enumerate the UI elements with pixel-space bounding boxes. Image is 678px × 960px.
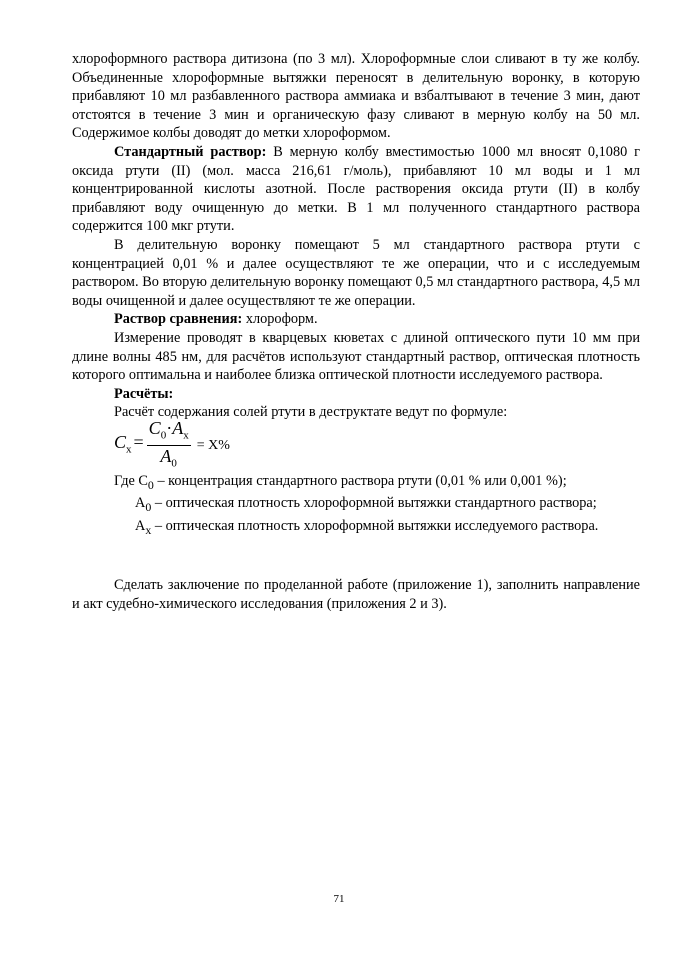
paragraph-funnel: В делительную воронку помещают 5 мл стандартного раствора ртути с концентрацией 0,01 % и далее осуществляют те же операции, что и с исследуемым раствором. Во вторую делительную воронку помещают 0,5 мл стандартного раствора, 4,5 мл воды очищенной и далее осуществляют те же операции. [72,236,640,309]
reference-solution-text: хлороформ. [242,311,318,328]
paragraph-reference-solution [72,310,640,329]
formula-lhs: $C_x$ = [114,431,144,456]
paragraph-extraction: хлороформного раствора дитизона (по 3 мл). Хлороформные слои сливают в ту же колбу. Объединенные хлороформные вытяжки переносят в делительную воронку, в которую прибавляют 10 мл разбавленного раствора аммиака и взбалтывают в течение 3 мин, дают отстоятся в течение 3 мин и органическую фазу сливают в мерную колбу на 50 мл. Содержимое колбы доводят до метки хлороформом. [72,51,640,142]
page-number: 71 [333,893,345,905]
calculations-heading: Расчёты: [114,385,174,402]
paragraph-measurement: Измерение проводят в кварцевых кюветах с длиной оптического пути 10 мм при длине волны 485 нм, для расчётов используют стандартный раствор, оптическая плотность которого оптимальна и наиболее близка оптической плотности исследуемого раствора. [72,329,640,384]
definition-ax: $А_x$ – оптическая плотность хлороформной вытяжки исследуемого раствора. [135,517,599,537]
reference-solution-label: Раствор сравнения: [114,311,243,328]
standard-solution-label: Стандартный раствор: [114,143,267,160]
formula-denominator: $A_0$ [160,446,177,470]
document-page [72,50,640,613]
paragraph-standard-solution [72,143,640,236]
formula-rhs: = Х% [196,437,230,453]
definition-c0: Где $С_0$ – концентрация стандартного раствора ртути (0,01 % или 0,001 %); [114,472,567,492]
paragraph-conclusion: Сделать заключение по проделанной работе (приложение 1), заполнить направление и акт судебно-химического исследования (приложения 2 и 3). [72,577,640,612]
concentration-formula [114,417,640,470]
formula-numerator: $C_0\cdot A_x$ [147,418,191,447]
paragraph-formula-intro: Расчёт содержания солей ртути в деструктате ведут по формуле: [114,404,508,421]
standard-solution-text: В мерную колбу вместимостью 1000 мл вносят 0,1080 г оксида ртути (II) (мол. масса 216,61 г/моль), прибавляют 10 мл воды и 1 мл концентрированной кислоты азотной. После растворения оксида ртути (II) в колбу прибавляют воду очищенную до метки. В 1 мл полученного стандартного раствора содержится 100 мкг ртути. [72,143,640,235]
definition-a0: $А_0$ – оптическая плотность хлороформной вытяжки стандартного раствора; [135,495,597,515]
formula-fraction [114,418,191,474]
